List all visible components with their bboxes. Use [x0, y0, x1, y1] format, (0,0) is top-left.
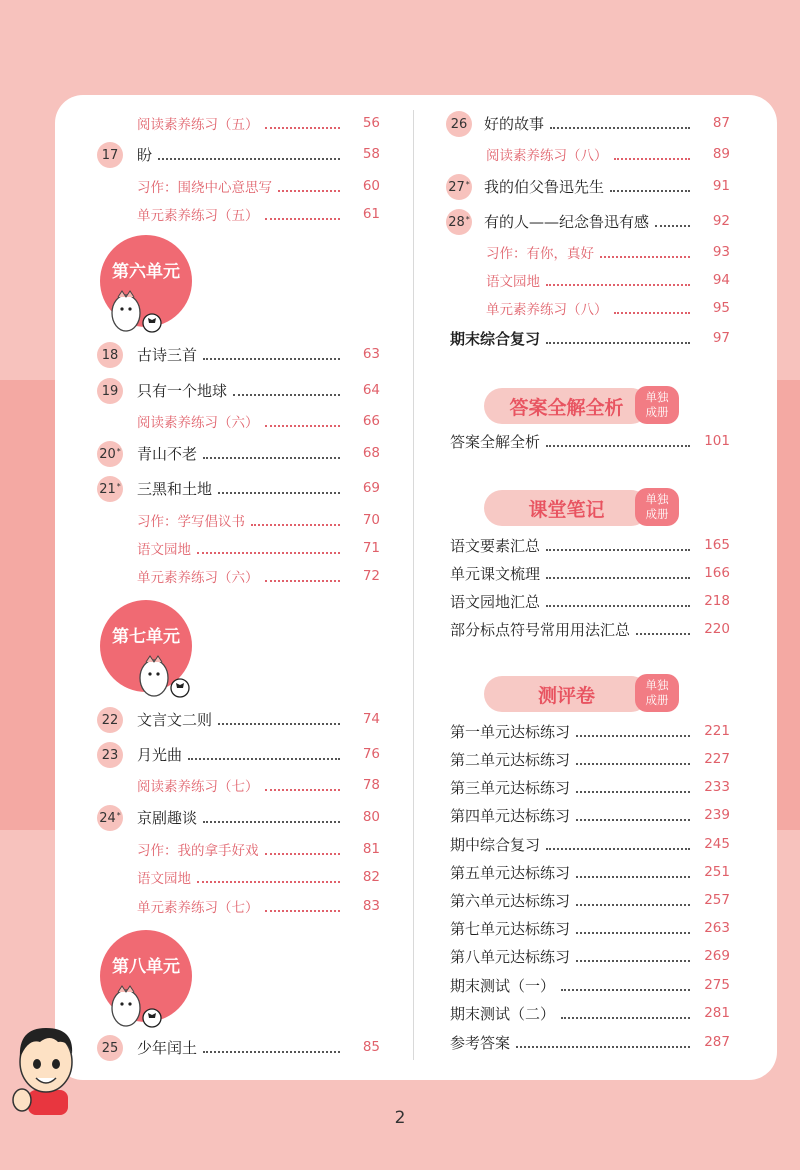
- lesson-number-badge: 18: [97, 342, 123, 368]
- section-header: [484, 676, 694, 716]
- entry-title: 语文园地: [486, 274, 540, 290]
- leader-dots: [218, 482, 340, 494]
- toc-entry: [101, 141, 380, 167]
- entry-title: 单元素养练习（五）: [137, 208, 259, 224]
- page-ref: 80: [362, 809, 380, 825]
- leader-dots: [158, 148, 340, 160]
- entry-title: 第四单元达标练习: [450, 806, 571, 825]
- entry-title: 好的故事: [484, 114, 545, 133]
- entry-title: 阅读素养练习（五）: [137, 117, 259, 133]
- leader-dots: [655, 215, 690, 227]
- leader-dots: [576, 950, 690, 962]
- page-ref: 66: [362, 413, 380, 429]
- entry-title: 语文园地: [137, 542, 191, 558]
- toc-entry: [450, 859, 730, 885]
- entry-title: 期末测试（二）: [450, 1004, 556, 1023]
- page-ref: 63: [362, 346, 380, 362]
- toc-entry: [101, 706, 380, 732]
- toc-sub-entry: [137, 772, 380, 798]
- page-ref: 221: [704, 723, 730, 739]
- leader-dots: [233, 384, 340, 396]
- page-ref: 239: [704, 807, 730, 823]
- toc-sub-entry: [137, 173, 380, 199]
- entry-title: 第五单元达标练习: [450, 863, 571, 882]
- toc-entry: [450, 325, 730, 351]
- optional-star-icon: *: [465, 214, 470, 224]
- entry-title: 参考答案: [450, 1033, 511, 1052]
- page-ref: 68: [362, 445, 380, 461]
- entry-title: 少年闰土: [137, 1038, 198, 1057]
- toc-sub-entry: [486, 239, 730, 265]
- page-ref: 97: [712, 330, 730, 346]
- entry-title: 语文园地: [137, 871, 191, 887]
- toc-sub-entry: [137, 864, 380, 890]
- page-ref: 92: [712, 213, 730, 229]
- toc-entry: [450, 588, 730, 614]
- leader-dots: [203, 447, 340, 459]
- toc-entry: [448, 208, 730, 234]
- leader-dots: [546, 332, 690, 344]
- leader-dots: [576, 753, 690, 765]
- page-ref: 263: [704, 920, 730, 936]
- dinosaur-mascot-icon: [104, 982, 166, 1032]
- page-ref: 89: [712, 146, 730, 162]
- entry-title: 单元素养练习（六）: [137, 570, 259, 586]
- page-ref: 76: [362, 746, 380, 762]
- leader-dots: [546, 567, 690, 579]
- leader-dots: [576, 922, 690, 934]
- leader-dots: [614, 302, 691, 314]
- toc-entry: [450, 1029, 730, 1055]
- leader-dots: [546, 838, 690, 850]
- toc-entry: [101, 341, 380, 367]
- page-ref: 95: [712, 300, 730, 316]
- toc-sub-entry: [486, 295, 730, 321]
- unit-badge: 第七单元: [100, 600, 192, 692]
- page-number: 2: [394, 1108, 406, 1128]
- page-ref: 56: [362, 115, 380, 131]
- separate-volume-tag: 单独 成册: [635, 488, 679, 526]
- entry-title: 部分标点符号常用用法汇总: [450, 620, 631, 639]
- page-ref: 60: [362, 178, 380, 194]
- entry-title: 青山不老: [137, 444, 198, 463]
- toc-entry: [450, 616, 730, 642]
- lesson-number-badge: 23: [97, 742, 123, 768]
- leader-dots: [197, 542, 340, 554]
- page-ref: 269: [704, 948, 730, 964]
- lesson-number-badge: 24 *: [97, 805, 123, 831]
- section-title: 课堂笔记: [484, 490, 649, 526]
- leader-dots: [636, 623, 690, 635]
- toc-entry: [450, 1000, 730, 1026]
- page-ref: 81: [362, 841, 380, 857]
- page-ref: 220: [704, 621, 730, 637]
- page-ref: 74: [362, 711, 380, 727]
- page-ref: 78: [362, 777, 380, 793]
- toc-sub-entry: [137, 893, 380, 919]
- entry-title: 习作：有你，真好: [486, 246, 594, 262]
- toc-sub-entry: [137, 836, 380, 862]
- leader-dots: [546, 595, 690, 607]
- entry-title: 阅读素养练习（六）: [137, 415, 259, 431]
- entry-title: 单元素养练习（七）: [137, 900, 259, 916]
- entry-title: 习作：我的拿手好戏: [137, 843, 259, 859]
- page-ref: 275: [704, 977, 730, 993]
- page-ref: 165: [704, 537, 730, 553]
- page-ref: 83: [362, 898, 380, 914]
- toc-entry: [448, 173, 730, 199]
- dinosaur-mascot-icon: [132, 652, 194, 702]
- toc-sub-entry: [137, 535, 380, 561]
- toc-entry: [450, 831, 730, 857]
- page-ref: 87: [712, 115, 730, 131]
- entry-title: 第六单元达标练习: [450, 891, 571, 910]
- page-ref: 69: [362, 480, 380, 496]
- page-ref: 64: [362, 382, 380, 398]
- leader-dots: [188, 748, 340, 760]
- toc-entry: [450, 110, 730, 136]
- entry-title: 只有一个地球: [137, 381, 228, 400]
- page-ref: 91: [712, 178, 730, 194]
- leader-dots: [546, 539, 690, 551]
- page-ref: 245: [704, 836, 730, 852]
- page-ref: 93: [712, 244, 730, 260]
- entry-title: 月光曲: [137, 745, 183, 764]
- leader-dots: [600, 246, 690, 258]
- leader-dots: [576, 725, 690, 737]
- leader-dots: [561, 979, 690, 991]
- page-ref: 218: [704, 593, 730, 609]
- toc-entry: [450, 943, 730, 969]
- section-title: 测评卷: [484, 676, 649, 712]
- leader-dots: [546, 435, 690, 447]
- leader-dots: [265, 415, 341, 427]
- entry-title: 有的人——纪念鲁迅有感: [484, 212, 650, 231]
- toc-entry: [450, 532, 730, 558]
- toc-entry: [99, 475, 380, 501]
- leader-dots: [550, 117, 690, 129]
- leader-dots: [265, 570, 341, 582]
- section-title: 答案全解全析: [484, 388, 649, 424]
- page-ref: 233: [704, 779, 730, 795]
- toc-sub-entry: [137, 201, 380, 227]
- entry-title: 答案全解全析: [450, 432, 541, 451]
- leader-dots: [614, 148, 691, 160]
- leader-dots: [610, 180, 690, 192]
- leader-dots: [203, 1041, 340, 1053]
- page-ref: 72: [362, 568, 380, 584]
- toc-sub-entry: [137, 507, 380, 533]
- entry-title: 习作：学写倡议书: [137, 514, 245, 530]
- entry-title: 古诗三首: [137, 345, 198, 364]
- optional-star-icon: *: [116, 446, 121, 456]
- toc-entry: [450, 915, 730, 941]
- entry-title: 语文要素汇总: [450, 536, 541, 555]
- toc-entry: [101, 1034, 380, 1060]
- leader-dots: [265, 900, 341, 912]
- entry-title: 京剧趣谈: [137, 808, 198, 827]
- toc-entry: [99, 440, 380, 466]
- page-ref: 251: [704, 864, 730, 880]
- page-ref: 58: [362, 146, 380, 162]
- left-side-band: [0, 380, 55, 830]
- page-ref: 287: [704, 1034, 730, 1050]
- leader-dots: [203, 348, 340, 360]
- entry-title: 语文园地汇总: [450, 592, 541, 611]
- optional-star-icon: *: [116, 810, 121, 820]
- unit-badge: 第六单元: [100, 235, 192, 327]
- leader-dots: [576, 866, 690, 878]
- unit-badge: 第八单元: [100, 930, 192, 1022]
- entry-title: 第一单元达标练习: [450, 722, 571, 741]
- toc-entry: [450, 746, 730, 772]
- leader-dots: [561, 1007, 690, 1019]
- section-header: [484, 388, 694, 428]
- toc-sub-entry: [137, 408, 380, 434]
- lesson-number-badge: 22: [97, 707, 123, 733]
- toc-sub-entry: [486, 141, 730, 167]
- optional-star-icon: *: [465, 179, 470, 189]
- leader-dots: [546, 274, 690, 286]
- page-ref: 70: [362, 512, 380, 528]
- entry-title: 阅读素养练习（七）: [137, 779, 259, 795]
- page-ref: 166: [704, 565, 730, 581]
- leader-dots: [265, 208, 341, 220]
- leader-dots: [197, 871, 340, 883]
- leader-dots: [203, 811, 340, 823]
- optional-star-icon: *: [116, 481, 121, 491]
- toc-entry: [450, 718, 730, 744]
- toc-sub-entry: [137, 110, 380, 136]
- page-ref: 61: [362, 206, 380, 222]
- entry-title: 第二单元达标练习: [450, 750, 571, 769]
- leader-dots: [516, 1036, 690, 1048]
- lesson-number-badge: 21 *: [97, 476, 123, 502]
- page-ref: 101: [704, 433, 730, 449]
- entry-title: 期末综合复习: [450, 329, 541, 348]
- toc-entry: [101, 741, 380, 767]
- column-divider: [413, 110, 414, 1060]
- entry-title: 期末测试（一）: [450, 976, 556, 995]
- leader-dots: [576, 781, 690, 793]
- page-ref: 82: [362, 869, 380, 885]
- toc-entry: [450, 887, 730, 913]
- page-ref: 71: [362, 540, 380, 556]
- leader-dots: [278, 180, 340, 192]
- lesson-number-badge: 20 *: [97, 441, 123, 467]
- entry-title: 习作：围绕中心意思写: [137, 180, 272, 196]
- toc-sub-entry: [137, 563, 380, 589]
- entry-title: 第七单元达标练习: [450, 919, 571, 938]
- leader-dots: [576, 809, 690, 821]
- page-ref: 257: [704, 892, 730, 908]
- entry-title: 盼: [137, 145, 153, 164]
- lesson-number-badge: 26: [446, 111, 472, 137]
- entry-title: 单元素养练习（八）: [486, 302, 608, 318]
- leader-dots: [251, 514, 340, 526]
- toc-entry: [101, 377, 380, 403]
- toc-entry: [450, 560, 730, 586]
- entry-title: 我的伯父鲁迅先生: [484, 177, 605, 196]
- page-ref: 227: [704, 751, 730, 767]
- entry-title: 三黑和土地: [137, 479, 213, 498]
- entry-title: 文言文二则: [137, 710, 213, 729]
- section-header: [484, 490, 694, 530]
- page-ref: 94: [712, 272, 730, 288]
- page-ref: 85: [362, 1039, 380, 1055]
- lesson-number-badge: 17: [97, 142, 123, 168]
- leader-dots: [265, 117, 341, 129]
- separate-volume-tag: 单独 成册: [635, 674, 679, 712]
- toc-entry: [99, 804, 380, 830]
- lesson-number-badge: 27 *: [446, 174, 472, 200]
- leader-dots: [265, 843, 341, 855]
- leader-dots: [576, 894, 690, 906]
- entry-title: 第三单元达标练习: [450, 778, 571, 797]
- leader-dots: [218, 713, 340, 725]
- toc-entry: [450, 428, 730, 454]
- separate-volume-tag: 单独 成册: [635, 386, 679, 424]
- toc-entry: [450, 802, 730, 828]
- lesson-number-badge: 25: [97, 1035, 123, 1061]
- entry-title: 期中综合复习: [450, 835, 541, 854]
- lesson-number-badge: 28 *: [446, 209, 472, 235]
- toc-entry: [450, 774, 730, 800]
- entry-title: 第八单元达标练习: [450, 947, 571, 966]
- boy-mascot-icon: [10, 1020, 82, 1115]
- toc-entry: [450, 972, 730, 998]
- toc-sub-entry: [486, 267, 730, 293]
- entry-title: 单元课文梳理: [450, 564, 541, 583]
- leader-dots: [265, 779, 341, 791]
- lesson-number-badge: 19: [97, 378, 123, 404]
- entry-title: 阅读素养练习（八）: [486, 148, 608, 164]
- dinosaur-mascot-icon: [104, 287, 166, 337]
- page-ref: 281: [704, 1005, 730, 1021]
